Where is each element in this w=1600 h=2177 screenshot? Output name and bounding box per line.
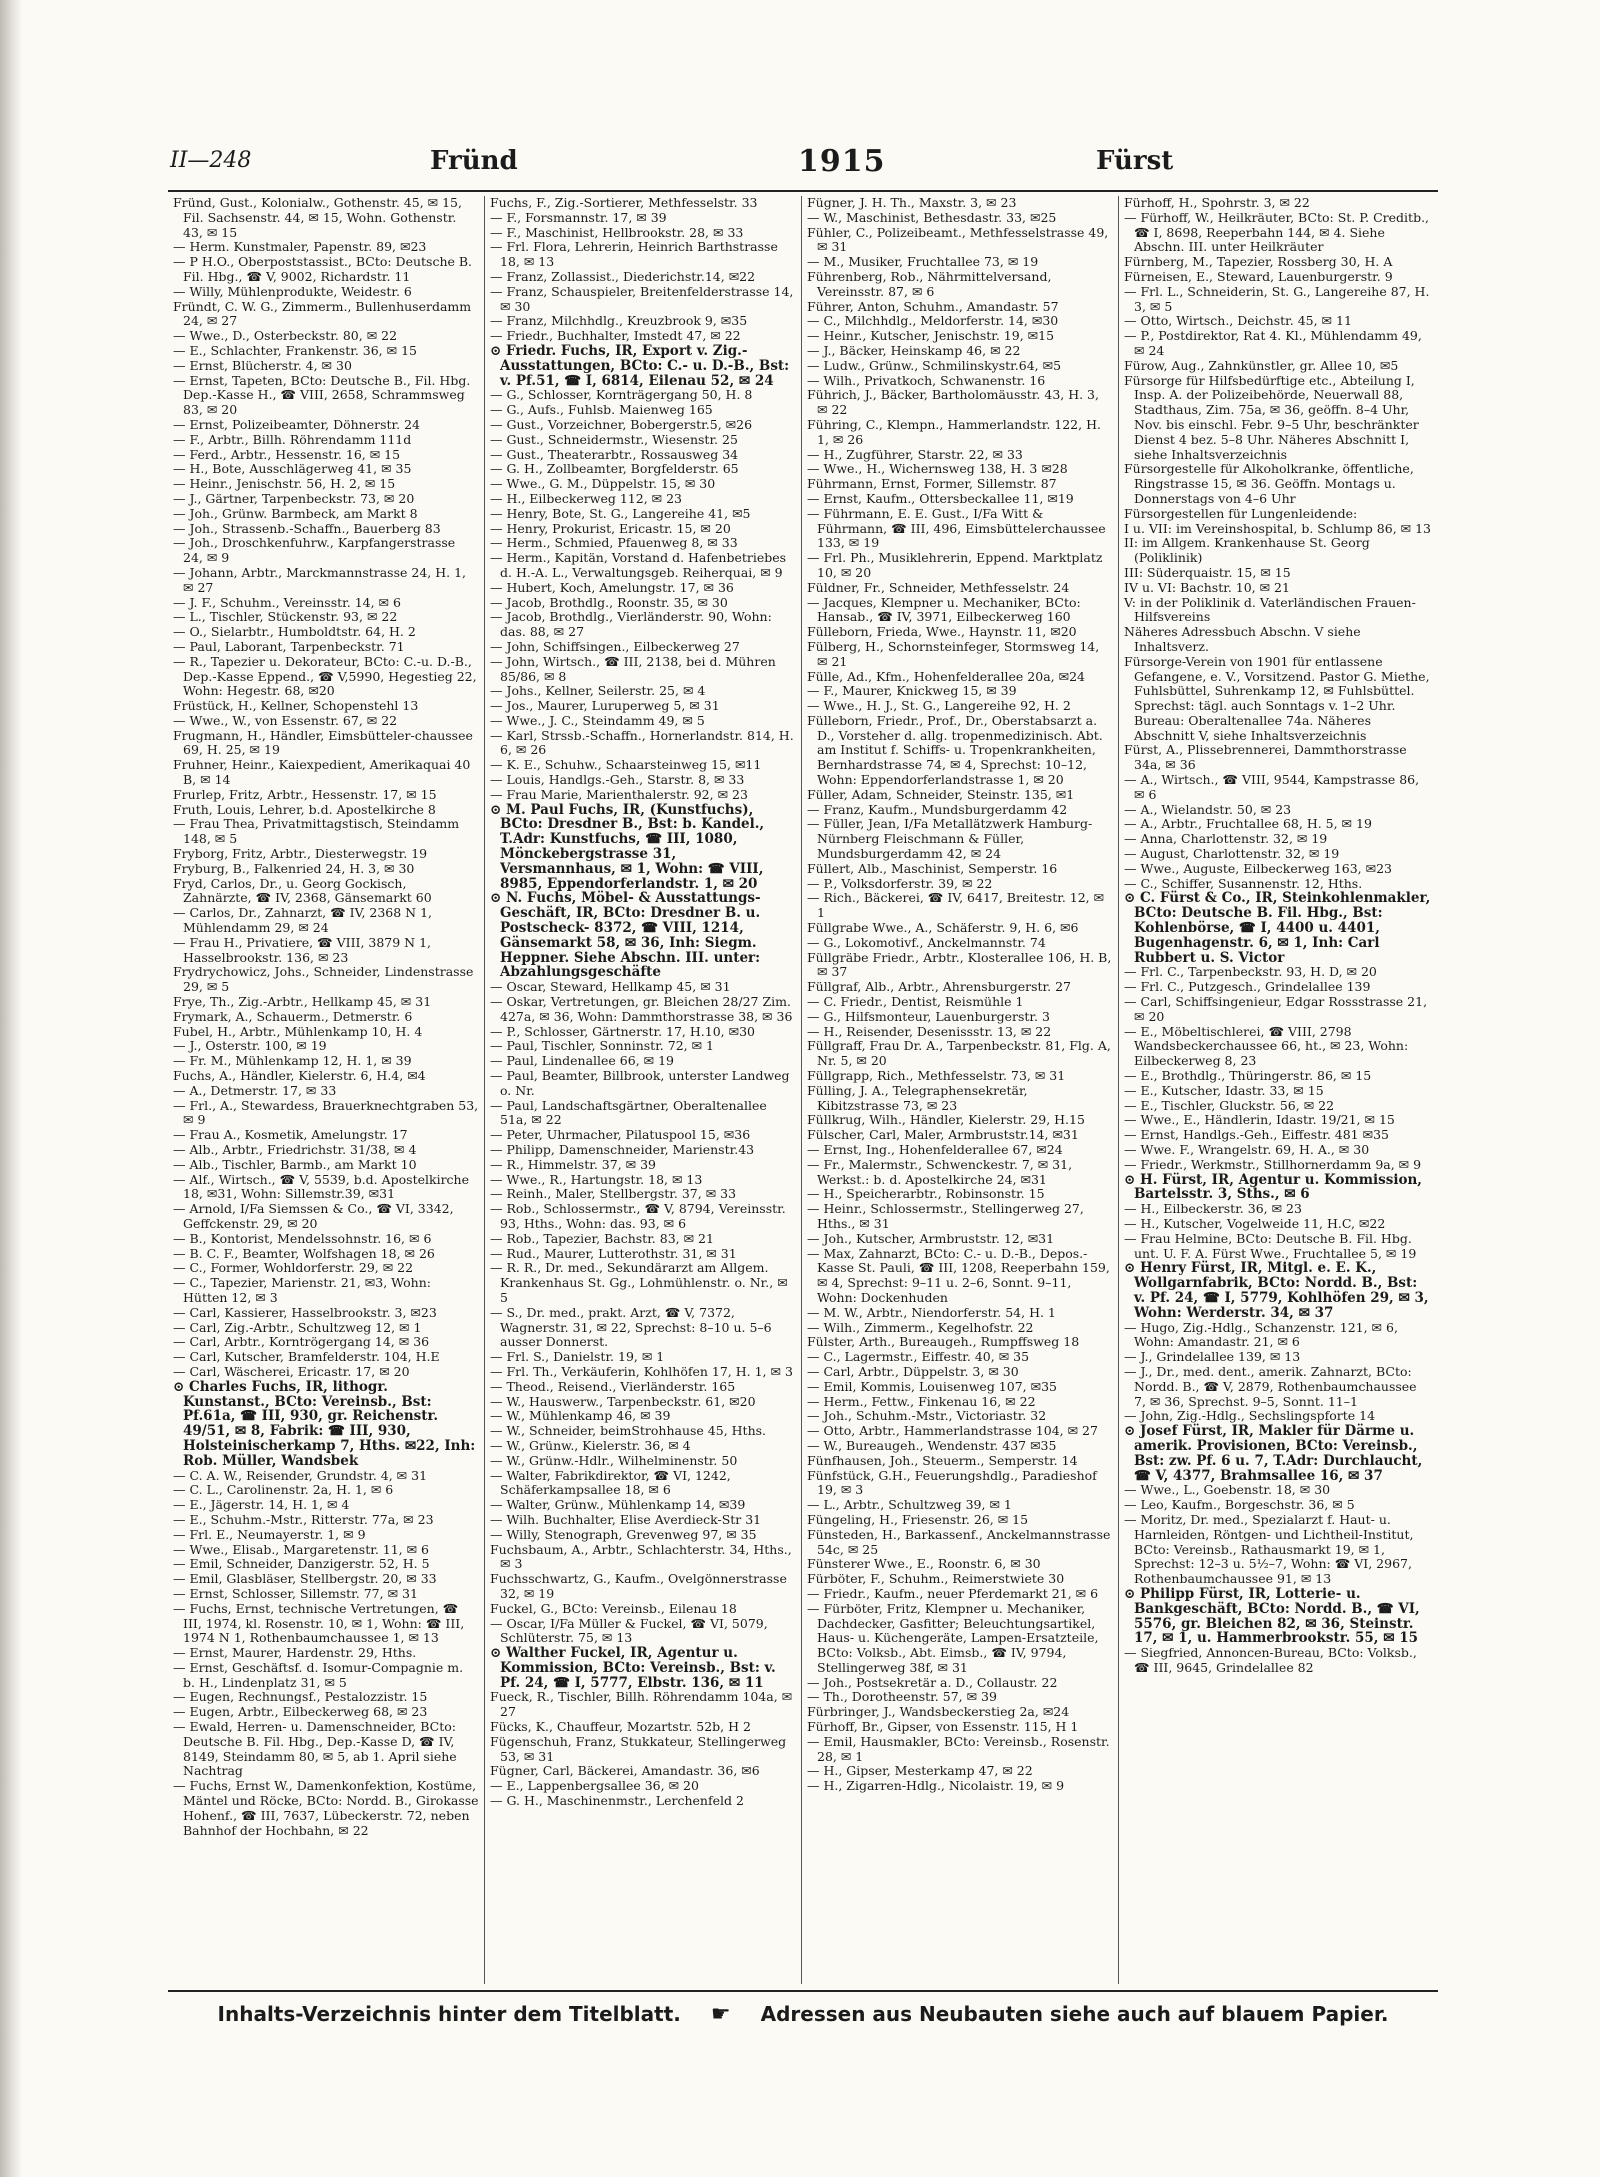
directory-entry: Fürbringer, J., Wandsbeckerstieg 2a, ✉24 bbox=[807, 1704, 1070, 1720]
directory-entry: Füllert, Alb., Maschinist, Semperstr. 16 bbox=[807, 860, 1058, 876]
directory-entry: — Walter, Fabrikdirektor, ☎ VI, 1242, Schäferkampsallee 18, ✉ 6 bbox=[490, 1467, 731, 1498]
directory-entry: — G. H., Maschinenmstr., Lerchenfeld 2 bbox=[490, 1793, 744, 1809]
column-2 bbox=[485, 196, 802, 1984]
directory-entry: — Fr. M., Mühlenkamp 12, H. 1, ✉ 39 bbox=[173, 1053, 412, 1069]
directory-entry: — Paul, Tischler, Sonninstr. 72, ✉ 1 bbox=[490, 1038, 714, 1054]
directory-entry: — Peter, Uhrmacher, Pilatuspool 15, ✉36 bbox=[490, 1127, 751, 1143]
directory-entry: — Franz, Milchhdlg., Kreuzbrook 9, ✉35 bbox=[490, 313, 748, 329]
directory-entry: — Friedr., Werkmstr., Stillhornerdamm 9a, ✉ 9 bbox=[1124, 1156, 1422, 1172]
directory-entry: Fürböter, F., Schuhm., Reimerstwiete 30 bbox=[807, 1571, 1065, 1587]
directory-entry: — O., Sielarbtr., Humboldtstr. 64, H. 2 bbox=[173, 624, 416, 640]
directory-entry: — John, Zig.-Hdlg., Sechslingspforte 14 bbox=[1124, 1408, 1376, 1424]
directory-entry: — Heinr., Schlossermstr., Stellingerweg 27, Hths., ✉ 31 bbox=[807, 1201, 1084, 1231]
directory-entry: — Carl, Arbtr., Korntrögergang 14, ✉ 36 bbox=[173, 1334, 430, 1350]
directory-entry: Fruth, Louis, Lehrer, b.d. Apostelkirche 8 bbox=[173, 801, 436, 817]
directory-entry: — Wwe., H., Wichernsweg 138, H. 3 ✉28 bbox=[807, 461, 1068, 477]
directory-entry: — Carl, Wäscherei, Ericastr. 17, ✉ 20 bbox=[173, 1363, 410, 1379]
directory-entry: Fürhoff, Br., Gipser, von Essenstr. 115, H 1 bbox=[807, 1719, 1079, 1735]
directory-entry: — A., Arbtr., Fruchtallee 68, H. 5, ✉ 19 bbox=[1124, 816, 1372, 832]
directory-entry: — Philipp, Damenschneider, Marienstr.43 bbox=[490, 1142, 755, 1157]
directory-entry: — B., Kontorist, Mendelssohnstr. 16, ✉ 6 bbox=[173, 1230, 432, 1246]
directory-entry: — Henry, Bote, St. G., Langereihe 41, ✉5 bbox=[490, 505, 751, 521]
directory-entry: — Max, Zahnarzt, BCto: C.- u. D.-B., Depos.-Kasse St. Pauli, ☎ III, 1208, Reeperbahn 159, ✉ 4, Sprechst: 9–11 u. 2–6, Sonnt. 9–11, Wohn: Dockenhuden bbox=[807, 1245, 1110, 1305]
directory-entry: — Frl. S., Danielstr. 19, ✉ 1 bbox=[490, 1349, 665, 1365]
directory-entry: Fülster, Arth., Bureaugeh., Rumpffsweg 18 bbox=[807, 1334, 1080, 1350]
directory-entry: ⊙ Henry Fürst, IR, Mitgl. e. E. K., Wollgarnfabrik, BCto: Nordd. B., Bst: v. Pf. 24, ☎ I, 5779, Kohlhöfen 29, ✉ 3, Wohn: Werderstr. 34, ✉ 37 bbox=[1124, 1260, 1429, 1321]
directory-entry: — J., Osterstr. 100, ✉ 19 bbox=[173, 1038, 327, 1054]
directory-entry: — J. F., Schuhm., Vereinsstr. 14, ✉ 6 bbox=[173, 594, 401, 610]
directory-entry: — Ernst, Maurer, Hardenstr. 29, Hths. bbox=[173, 1645, 417, 1661]
directory-entry: — A., Wirtsch., ☎ VIII, 9544, Kampstrasse 86, ✉ 6 bbox=[1124, 772, 1420, 802]
directory-entry: Fuchsbaum, A., Arbtr., Schlachterstr. 34, Hths., ✉ 3 bbox=[490, 1541, 792, 1572]
directory-entry: — Herm., Schmied, Pfauenweg 8, ✉ 33 bbox=[490, 535, 738, 551]
pointing-hand-icon: ☛ bbox=[710, 2001, 731, 2027]
directory-entry: — Alb., Tischler, Barmb., am Markt 10 bbox=[173, 1156, 417, 1172]
directory-entry: — Leo, Kaufm., Borgeschstr. 36, ✉ 5 bbox=[1124, 1497, 1355, 1513]
directory-entry: — Gust., Vorzeichner, Bobergerstr.5, ✉26 bbox=[490, 416, 753, 432]
footer-index-note: Inhalts-Verzeichnis hinter dem Titelblatt. bbox=[217, 2002, 681, 2026]
directory-entry: — Ernst, Tapeten, BCto: Deutsche B., Fil. Hbg. Dep.-Kasse H., ☎ VIII, 2658, Schrammsweg 83, ✉ 20 bbox=[173, 372, 471, 418]
directory-entry: Füldner, Fr., Schneider, Methfesselstr. 24 bbox=[807, 579, 1070, 595]
directory-entry: — John, Wirtsch., ☎ III, 2138, bei d. Mühren 85/86, ✉ 8 bbox=[490, 653, 776, 684]
directory-entry: Fügenschuh, Franz, Stukkateur, Stellingerweg 53, ✉ 31 bbox=[490, 1733, 787, 1764]
directory-entry: Fürsorge-Verein von 1901 für entlassene Gefangene, e. V., Vorsitzend. Pastor G. Miethe, Fuhlsbüttel, Suhrenkamp 12, ✉ Fuhlsbüttel. Sprechst: tägl. auch Sonntags v. 1–2 Uhr. Bureau: Oberaltenallee 74a. Näheres Abschnitt V, siehe Inhaltsverzeichnis bbox=[1124, 653, 1430, 743]
directory-entry: — H., Reisender, Desenissstr. 13, ✉ 22 bbox=[807, 1023, 1052, 1039]
directory-entry: — E., Möbeltischlerei, ☎ VIII, 2798 Wandsbeckerchaussee 66, ht., ✉ 23, Wohn: Eilbeckerweg 8, 23 bbox=[1124, 1023, 1409, 1069]
directory-entry: — Reinh., Maler, Stellbergstr. 37, ✉ 33 bbox=[490, 1186, 737, 1202]
directory-entry: — M. W., Arbtr., Niendorferstr. 54, H. 1 bbox=[807, 1304, 1056, 1320]
directory-entry: Fürsorge für Hilfsbedürftige etc., Abteilung I, Insp. A. der Polizeibehörde, Neuerwall 88, Stadthaus, Zim. 75a, ✉ 36, geöffn. 8–4 Uhr, Nov. bis einschl. Febr. 9–5 Uhr, beschränkter Dienst 4 bez. 5–8 Uhr. Näheres Abschnitt I, siehe Inhaltsverzeichnis bbox=[1124, 372, 1419, 462]
directory-entry: — Oscar, Steward, Hellkamp 45, ✉ 31 bbox=[490, 979, 731, 995]
directory-entry: — Frl. L., Schneiderin, St. G., Langereihe 87, H. 3, ✉ 5 bbox=[1124, 283, 1430, 314]
directory-entry: Fünsterer Wwe., E., Roonstr. 6, ✉ 30 bbox=[807, 1556, 1041, 1572]
directory-entry: — Jos., Maurer, Luruperweg 5, ✉ 31 bbox=[490, 698, 720, 714]
directory-entry: — Wwe., W., von Essenstr. 67, ✉ 22 bbox=[173, 712, 398, 728]
directory-entry: — Ferd., Arbtr., Hessenstr. 16, ✉ 15 bbox=[173, 446, 401, 462]
directory-entry: Fünfstück, G.H., Feuerungshdlg., Paradieshof 19, ✉ 3 bbox=[807, 1467, 1097, 1498]
directory-entry: — Willy, Mühlenprodukte, Weidestr. 6 bbox=[173, 283, 412, 299]
directory-entry: — Carl, Schiffsingenieur, Edgar Rossstrasse 21, ✉ 20 bbox=[1124, 994, 1428, 1024]
directory-entry: — A., Detmerstr. 17, ✉ 33 bbox=[173, 1082, 337, 1098]
directory-entry: — Ernst, Polizeibeamter, Döhnerstr. 24 bbox=[173, 416, 421, 432]
directory-entry: — L., Arbtr., Schultzweg 39, ✉ 1 bbox=[807, 1497, 1012, 1513]
directory-entry: — E., Kutscher, Idastr. 33, ✉ 15 bbox=[1124, 1082, 1324, 1098]
directory-entry: — Fürböter, Fritz, Klempner u. Mechaniker, Dachdecker, Gasfitter; Beleuchtungsartikel, Haus- u. Küchengeräte, Lampen-Ersatzteile, BCto: Volksb., Abt. Eimsb., ☎ IV, 9794, Stellingerweg 38f, ✉ 31 bbox=[807, 1600, 1099, 1675]
directory-entry: Fuchs, A., Händler, Kielerstr. 6, H.4, ✉4 bbox=[173, 1068, 426, 1084]
directory-entry: — Rud., Maurer, Lutterothstr. 31, ✉ 31 bbox=[490, 1245, 737, 1261]
directory-entry: — John, Schiffsingen., Eilbeckerweg 27 bbox=[490, 638, 740, 654]
directory-entry: — Alb., Arbtr., Friedrichstr. 31/38, ✉ 4 bbox=[173, 1142, 417, 1157]
directory-entry: — W., Bureaugeh., Wendenstr. 437 ✉35 bbox=[807, 1437, 1057, 1453]
directory-entry: — H., Zigarren-Hdlg., Nicolaistr. 19, ✉ 9 bbox=[807, 1778, 1065, 1794]
directory-entry: — Alf., Wirtsch., ☎ V, 5539, b.d. Apostelkirche 18, ✉31, Wohn: Sillemstr.39, ✉31 bbox=[173, 1171, 470, 1202]
directory-entry: — Rich., Bäckerei, ☎ IV, 6417, Breitestr. 12, ✉ 1 bbox=[807, 890, 1105, 921]
directory-entry: — F., Forsmannstr. 17, ✉ 39 bbox=[490, 209, 667, 225]
directory-entry: — H., Gipser, Mesterkamp 47, ✉ 22 bbox=[807, 1763, 1033, 1779]
directory-entry: — Karl, Strssb.-Schaffn., Hornerlandstr. 814, H. 6, ✉ 26 bbox=[490, 727, 794, 758]
directory-entry: Fülberg, H., Schornsteinfeger, Stormsweg 14, ✉ 21 bbox=[807, 638, 1100, 669]
directory-entry: Fubel, H., Arbtr., Mühlenkamp 10, H. 4 bbox=[173, 1023, 423, 1039]
directory-entry: — Füller, Jean, I/Fa Metallätzwerk Hamburg-Nürnberg Fleischmann & Füller, Mundsburgerdamm 42, ✉ 24 bbox=[807, 816, 1093, 862]
directory-entry: — Jacques, Klempner u. Mechaniker, BCto: Hansab., ☎ IV, 3971, Eilbeckerweg 160 bbox=[807, 594, 1081, 625]
directory-entry: — Wwe. F., Wrangelstr. 69, H. A., ✉ 30 bbox=[1124, 1142, 1370, 1157]
directory-entry: — Willy, Stenograph, Grevenweg 97, ✉ 35 bbox=[490, 1526, 757, 1542]
directory-entry: ⊙ M. Paul Fuchs, IR, (Kunstfuchs), BCto: Dresdner B., Bst: b. Kandel., T.Adr: Kunstfuchs, ☎ III, 1080, Mönckebergstrasse 31, Versmannhaus, ✉ 1, Wohn: ☎ VIII, 8985, Eppendorferlandstr. 1, ✉ 20 bbox=[490, 801, 765, 892]
directory-entry: — E., Schlachter, Frankenstr. 36, ✉ 15 bbox=[173, 342, 417, 358]
directory-entry: — Franz, Schauspieler, Breitenfelderstrasse 14, ✉ 30 bbox=[490, 283, 794, 314]
directory-entry: Füllgraff, Frau Dr. A., Tarpenbeckstr. 81, Flg. A, Nr. 5, ✉ 20 bbox=[807, 1038, 1111, 1069]
directory-entry: — Friedr., Buchhalter, Imstedt 47, ✉ 22 bbox=[490, 328, 741, 344]
directory-entry: ⊙ Philipp Fürst, IR, Lotterie- u. Bankgeschäft, BCto: Nordd. B., ☎ VI, 5576, gr. Bleichen 82, ✉ 36, Steinstr. 17, ✉ 1, u. Hammerbrookstr. 55, ✉ 15 bbox=[1124, 1585, 1420, 1647]
directory-entry: — Th., Dorotheenstr. 57, ✉ 39 bbox=[807, 1689, 997, 1705]
directory-entry: — R., Himmelstr. 37, ✉ 39 bbox=[490, 1156, 656, 1172]
directory-entry: — Frau Thea, Privatmittagstisch, Steindamm 148, ✉ 5 bbox=[173, 816, 460, 847]
directory-entry: Fülleborn, Frieda, Wwe., Haynstr. 11, ✉20 bbox=[807, 624, 1077, 640]
directory-entry: — Ewald, Herren- u. Damenschneider, BCto: Deutsche B. Fil. Hbg., Dep.-Kasse D, ☎ IV, 8149, Steindamm 80, ✉ 5, ab 1. April siehe Nachtrag bbox=[173, 1719, 457, 1779]
directory-entry: — H., Speicherarbtr., Robinsonstr. 15 bbox=[807, 1186, 1045, 1202]
directory-entry: — Carl, Kutscher, Bramfelderstr. 104, H.E bbox=[173, 1349, 440, 1365]
directory-entry: — Louis, Handlgs.-Geh., Starstr. 8, ✉ 33 bbox=[490, 772, 745, 788]
directory-entry: — A., Wielandstr. 50, ✉ 23 bbox=[1124, 801, 1292, 817]
directory-entry: — Gust., Theaterarbtr., Rossausweg 34 bbox=[490, 446, 739, 462]
directory-entry: Fryd, Carlos, Dr., u. Georg Gockisch, Zahnärzte, ☎ IV, 2368, Gänsemarkt 60 bbox=[173, 875, 432, 906]
directory-entry: Fürneisen, E., Steward, Lauenburgerstr. 9 bbox=[1124, 268, 1393, 284]
directory-entry: Fülleborn, Friedr., Prof., Dr., Oberstabsarzt a. D., Vorsteher d. allg. tropenmedizinisch. Abt. am Institut f. Schiffs- u. Tropenkrankheiten, Bernhardstrasse 74, ✉ 4, Sprechst: 10–12, Wohn: Eppendorferlandstrasse 1, ✉ 20 bbox=[807, 712, 1103, 788]
directory-entry: — J., Gärtner, Tarpenbeckstr. 73, ✉ 20 bbox=[173, 490, 415, 506]
directory-entry: — Wwe., D., Osterbeckstr. 80, ✉ 22 bbox=[173, 328, 398, 344]
directory-entry: — H., Bote, Ausschlägerweg 41, ✉ 35 bbox=[173, 461, 412, 477]
directory-entry: — W., Grünw., Kielerstr. 36, ✉ 4 bbox=[490, 1437, 691, 1453]
directory-entry: — Moritz, Dr. med., Spezialarzt f. Haut- u. Harnleiden, Röntgen- und Lichtheil-Institut, BCto: Vereinsb., Rathausmarkt 19, ✉ 1, Sprechst: 12–3 u. 5½–7, Wohn: ☎ VI, 2967, Rothenbaumchaussee 91, ✉ 13 bbox=[1124, 1511, 1414, 1587]
page-header bbox=[168, 140, 1438, 192]
directory-entry: — Oskar, Vertretungen, gr. Bleichen 28/27 Zim. 427a, ✉ 36, Wohn: Dammthorstrasse 38, ✉ 36 bbox=[490, 994, 793, 1024]
directory-entry: — Paul, Beamter, Billbrook, unterster Landweg o. Nr. bbox=[490, 1068, 790, 1098]
directory-entry: — G., Aufs., Fuhlsb. Maienweg 165 bbox=[490, 402, 713, 418]
directory-entry: Füllkrug, Wilh., Händler, Kielerstr. 29, H.15 bbox=[807, 1112, 1085, 1128]
directory-entry: — Fr., Malermstr., Schwenckestr. 7, ✉ 31, Werkst.: b. d. Apostelkirche 24, ✉31 bbox=[807, 1156, 1073, 1187]
directory-entry: — H., Kutscher, Vogelweide 11, H.C, ✉22 bbox=[1124, 1215, 1386, 1231]
directory-entry: — C., Former, Wohldorferstr. 29, ✉ 22 bbox=[173, 1260, 414, 1276]
directory-entry: — Franz, Kaufm., Mundsburgerdamm 42 bbox=[807, 801, 1068, 817]
directory-entry: — R. R., Dr. med., Sekundärarzt am Allgem. Krankenhaus St. Gg., Lohmühlenstr. o. Nr., ✉ 5 bbox=[490, 1260, 788, 1305]
directory-entry: Fuchs, F., Zig.-Sortierer, Methfesselstr. 33 bbox=[490, 196, 758, 210]
directory-entry: — Jacob, Brothdlg., Vierländerstr. 90, Wohn: das. 88, ✉ 27 bbox=[490, 609, 772, 640]
directory-entry: — Herm., Fettw., Finkenau 16, ✉ 22 bbox=[807, 1393, 1036, 1409]
directory-entry: Füllgrapp, Rich., Methfesselstr. 73, ✉ 31 bbox=[807, 1068, 1066, 1084]
directory-entry: Fülle, Ad., Kfm., Hohenfelderallee 20a, ✉24 bbox=[807, 668, 1085, 684]
directory-entry: Führich, J., Bäcker, Bartholomäusstr. 43, H. 3, ✉ 22 bbox=[807, 387, 1099, 418]
directory-entry: — J., Bäcker, Heinskamp 46, ✉ 22 bbox=[807, 342, 1021, 358]
directory-entry: Fründ, Gust., Kolonialw., Gothenstr. 45, ✉ 15, Fil. Sachsenstr. 44, ✉ 15, Wohn. Gothenstr. 43, ✉ 15 bbox=[173, 196, 462, 240]
directory-entry: Fryburg, B., Falkenried 24, H. 3, ✉ 30 bbox=[173, 860, 415, 876]
directory-entry: — Friedr., Kaufm., neuer Pferdemarkt 21, ✉ 6 bbox=[807, 1585, 1099, 1601]
directory-entry: — Ernst, Handlgs.-Geh., Eiffestr. 481 ✉35 bbox=[1124, 1127, 1389, 1143]
directory-entry: Füller, Adam, Schneider, Steinstr. 135, ✉1 bbox=[807, 786, 1075, 802]
directory-entry: — Ernst, Schlosser, Sillemstr. 77, ✉ 31 bbox=[173, 1585, 418, 1601]
directory-entry: Fürhoff, H., Spohrstr. 3, ✉ 22 bbox=[1124, 196, 1310, 210]
directory-entry: — Ludw., Grünw., Schmilinskystr.64, ✉5 bbox=[807, 357, 1062, 373]
directory-entry: — E., Tischler, Gluckstr. 56, ✉ 22 bbox=[1124, 1097, 1335, 1113]
directory-entry: — S., Dr. med., prakt. Arzt, ☎ V, 7372, Wagnerstr. 31, ✉ 22, Sprechst: 8–10 u. 5–6 ausser Donnerst. bbox=[490, 1304, 772, 1350]
directory-entry: — Frl. C., Putzgesch., Grindelallee 139 bbox=[1124, 979, 1371, 995]
directory-entry: — Carl, Arbtr., Düppelstr. 3, ✉ 30 bbox=[807, 1363, 1019, 1379]
directory-entry: — Johann, Arbtr., Marckmannstrasse 24, H. 1, ✉ 27 bbox=[173, 564, 467, 595]
directory-entry: — E., Lappenbergsallee 36, ✉ 20 bbox=[490, 1778, 699, 1794]
directory-entry: I u. VII: im Vereinshospital, b. Schlump 86, ✉ 13 bbox=[1124, 520, 1431, 536]
directory-entry: — G., Schlosser, Kornträgergang 50, H. 8 bbox=[490, 387, 753, 403]
directory-entry: Frurlep, Fritz, Arbtr., Hessenstr. 17, ✉ 15 bbox=[173, 786, 437, 802]
directory-entry: — Joh., Kutscher, Armbruststr. 12, ✉31 bbox=[807, 1230, 1055, 1246]
directory-entry: — B. C. F., Beamter, Wolfshagen 18, ✉ 26 bbox=[173, 1245, 435, 1261]
directory-entry: — Emil, Hausmakler, BCto: Vereinsb., Rosenstr. 28, ✉ 1 bbox=[807, 1733, 1110, 1764]
directory-entry: Fülling, J. A., Telegraphensekretär, Kibitzstrasse 73, ✉ 23 bbox=[807, 1082, 1028, 1113]
directory-entry: — Frl., A., Stewardess, Brauerknechtgraben 53, ✉ 9 bbox=[173, 1097, 479, 1128]
directory-entry: — Emil, Kommis, Louisenweg 107, ✉35 bbox=[807, 1378, 1057, 1394]
directory-entry: Fürsorgestellen für Lungenleidende: bbox=[1124, 505, 1358, 521]
directory-entry: Frye, Th., Zig.-Arbtr., Hellkamp 45, ✉ 31 bbox=[173, 994, 432, 1010]
directory-entry: — F., Maschinist, Hellbrookstr. 28, ✉ 33 bbox=[490, 224, 744, 240]
directory-entry: — E., Jägerstr. 14, H. 1, ✉ 4 bbox=[173, 1497, 350, 1513]
directory-entry: — Carlos, Dr., Zahnarzt, ☎ IV, 2368 N 1, Mühlendamm 29, ✉ 24 bbox=[173, 905, 433, 936]
directory-entry: — Arnold, I/Fa Siemssen & Co., ☎ VI, 3342, Geffckenstr. 29, ✉ 20 bbox=[173, 1201, 454, 1231]
directory-entry: — C. Friedr., Dentist, Reismühle 1 bbox=[807, 994, 1024, 1010]
directory-entry: — Wwe., J. C., Steindamm 49, ✉ 5 bbox=[490, 712, 705, 728]
page-number: II—248 bbox=[170, 148, 252, 173]
directory-entry: — P., Volksdorferstr. 39, ✉ 22 bbox=[807, 875, 993, 891]
directory-entry: — Ernst, Kaufm., Ottersbeckallee 11, ✉19 bbox=[807, 490, 1074, 506]
directory-entry: — Henry, Prokurist, Ericastr. 15, ✉ 20 bbox=[490, 520, 731, 536]
directory-entry: — R., Tapezier u. Dekorateur, BCto: C.-u. D.-B., Dep.-Kasse Eppend., ☎ V,5990, Hegestieg 22, Wohn: Hegestr. 68, ✉20 bbox=[173, 653, 477, 699]
directory-entry: — Hugo, Zig.-Hdlg., Schanzenstr. 121, ✉ 6, Wohn: Amandastr. 21, ✉ 6 bbox=[1124, 1319, 1398, 1350]
directory-entry: Führing, C., Klempn., Hammerlandstr. 122, H. 1, ✉ 26 bbox=[807, 416, 1101, 447]
directory-entry: Füngeling, H., Friesenstr. 26, ✉ 15 bbox=[807, 1511, 1029, 1527]
directory-entry: — Heinr., Jenischstr. 56, H. 2, ✉ 15 bbox=[173, 476, 396, 492]
page-binding-edge bbox=[0, 0, 22, 2177]
directory-entry: — Carl, Kassierer, Hasselbrookstr. 3, ✉23 bbox=[173, 1304, 437, 1320]
directory-entry: — Gust., Schneidermstr., Wiesenstr. 25 bbox=[490, 431, 738, 447]
directory-entry: — Joh., Schuhm.-Mstr., Victoriastr. 32 bbox=[807, 1408, 1047, 1424]
directory-entry: — Herm. Kunstmaler, Papenstr. 89, ✉23 bbox=[173, 239, 427, 255]
directory-entry: — Eugen, Rechnungsf., Pestalozzistr. 15 bbox=[173, 1689, 428, 1705]
directory-entry: — Paul, Laborant, Tarpenbeckstr. 71 bbox=[173, 638, 405, 654]
directory-entry: — Hubert, Koch, Amelungstr. 17, ✉ 36 bbox=[490, 579, 734, 595]
directory-entry: — Ernst, Blücherstr. 4, ✉ 30 bbox=[173, 357, 352, 373]
directory-entry: — Rob., Tapezier, Bachstr. 83, ✉ 21 bbox=[490, 1230, 714, 1246]
directory-entry: Füllgraf, Alb., Arbtr., Ahrensburgerstr. 27 bbox=[807, 979, 1071, 995]
directory-entry: — W., Hauswerw., Tarpenbeckstr. 61, ✉20 bbox=[490, 1393, 756, 1409]
directory-entry: — Paul, Lindenallee 66, ✉ 19 bbox=[490, 1053, 674, 1069]
directory-entry: — Herm., Kapitän, Vorstand d. Hafenbetriebes d. H.-A. L., Verwaltungsgeb. Reiherquai, ✉ 9 bbox=[490, 550, 787, 580]
directory-entry: — J., Grindelallee 139, ✉ 13 bbox=[1124, 1349, 1301, 1365]
directory-entry: — Frau A., Kosmetik, Amelungstr. 17 bbox=[173, 1127, 408, 1143]
directory-entry: — Eugen, Arbtr., Eilbeckerweg 68, ✉ 23 bbox=[173, 1704, 428, 1720]
directory-entry: — H., Eilbeckerweg 112, ✉ 23 bbox=[490, 490, 682, 506]
directory-entry: — C., Milchhdlg., Meldorferstr. 14, ✉30 bbox=[807, 313, 1059, 329]
directory-entry: — Joh., Strassenb.-Schaffn., Bauerberg 83 bbox=[173, 520, 441, 536]
directory-entry: — Frau Marie, Marienthalerstr. 92, ✉ 23 bbox=[490, 786, 748, 802]
directory-entry: ⊙ C. Fürst & Co., IR, Steinkohlenmakler, BCto: Deutsche B. Fil. Hbg., Bst: Kohlenbörse, ☎ I, 4400 u. 4401, Bugenhagenstr. 6, ✉ 1, Inh: Carl Rubbert u. S. Victor bbox=[1124, 890, 1431, 966]
directory-entry: — Ernst, Geschäftsf. d. Isomur-Compagnie m. b. H., Lindenplatz 31, ✉ 5 bbox=[173, 1659, 464, 1690]
directory-entry: — Frau H., Privatiere, ☎ VIII, 3879 N 1, Hasselbrookstr. 136, ✉ 23 bbox=[173, 934, 432, 965]
directory-entry: — Joh., Grünw. Barmbeck, am Markt 8 bbox=[173, 505, 418, 521]
directory-entry: — L., Tischler, Stückenstr. 93, ✉ 22 bbox=[173, 609, 398, 625]
directory-entry: — Frl. Ph., Musiklehrerin, Eppend. Marktplatz 10, ✉ 20 bbox=[807, 550, 1103, 580]
directory-entry: — Wilh., Zimmerm., Kegelhofstr. 22 bbox=[807, 1319, 1034, 1335]
directory-entry: — Franz, Zollassist., Diederichstr.14, ✉22 bbox=[490, 268, 756, 284]
directory-entry: ⊙ N. Fuchs, Möbel- & Ausstattungs-Geschäft, IR, BCto: Dresdner B. u. Postscheck- 8372, ☎ VIII, 1214, Gänsemarkt 58, ✉ 36, Inh: Siegm. Heppner. Siehe Abschn. III. unter: Abzahlungsgeschäfte bbox=[490, 890, 761, 981]
directory-entry: Fülscher, Carl, Maler, Armbruststr.14, ✉31 bbox=[807, 1127, 1079, 1143]
directory-entry: — G. H., Zollbeamter, Borgfelderstr. 65 bbox=[490, 461, 739, 477]
directory-entry: V: in der Poliklinik d. Vaterländischen Frauen-Hilfsvereins bbox=[1124, 594, 1416, 625]
directory-entry: Führer, Anton, Schuhm., Amandastr. 57 bbox=[807, 298, 1059, 314]
directory-entry: Frydrychowicz, Johs., Schneider, Lindenstrasse 29, ✉ 5 bbox=[173, 964, 474, 995]
directory-entry: Fürst, A., Plissebrennerei, Dammthorstrasse 34a, ✉ 36 bbox=[1124, 742, 1407, 773]
footer-new-buildings-note: Adressen aus Neubauten siehe auch auf blauem Papier. bbox=[760, 2002, 1389, 2026]
directory-entry: Fründt, C. W. G., Zimmerm., Bullenhuserdamm 24, ✉ 27 bbox=[173, 298, 472, 329]
directory-entry: — August, Charlottenstr. 32, ✉ 19 bbox=[1124, 846, 1340, 862]
directory-entry: — Wwe., Elisab., Margaretenstr. 11, ✉ 6 bbox=[173, 1541, 430, 1557]
directory-entry: — Wilh., Privatkoch, Schwanenstr. 16 bbox=[807, 372, 1046, 388]
directory-entry: — E., Schuhm.-Mstr., Ritterstr. 77a, ✉ 23 bbox=[173, 1511, 434, 1527]
directory-entry: — H., Eilbeckerstr. 36, ✉ 23 bbox=[1124, 1201, 1302, 1217]
directory-entry: — P., Postdirektor, Rat 4. Kl., Mühlendamm 49, ✉ 24 bbox=[1124, 328, 1422, 358]
directory-entry: — W., Maschinist, Bethesdastr. 33, ✉25 bbox=[807, 209, 1057, 225]
directory-entry: Fühler, C., Polizeibeamt., Methfesselstrasse 49, ✉ 31 bbox=[807, 224, 1109, 255]
directory-entry: — Anna, Charlottenstr. 32, ✉ 19 bbox=[1124, 831, 1328, 847]
directory-page bbox=[168, 140, 1438, 2070]
directory-entry: Fügner, Carl, Bäckerei, Amandastr. 36, ✉6 bbox=[490, 1763, 760, 1779]
directory-entry: — C. L., Carolinenstr. 2a, H. 1, ✉ 6 bbox=[173, 1482, 394, 1498]
directory-entry: Führmann, Ernst, Former, Sillemstr. 87 bbox=[807, 476, 1057, 492]
directory-entry: — P., Schlosser, Gärtnerstr. 17, H.10, ✉30 bbox=[490, 1023, 755, 1039]
directory-entry: — H., Zugführer, Starstr. 22, ✉ 33 bbox=[807, 446, 1023, 462]
directory-entry: — Frl. E., Neumayerstr. 1, ✉ 9 bbox=[173, 1526, 366, 1542]
edition-year: 1915 bbox=[798, 144, 886, 179]
directory-entry: — Führmann, E. E. Gust., I/Fa Witt & Führmann, ☎ III, 496, Eimsbüttelerchaussee 133, ✉ 19 bbox=[807, 505, 1106, 551]
directory-entry: — Wwe., G. M., Düppelstr. 15, ✉ 30 bbox=[490, 476, 716, 492]
directory-entry: — K. E., Schuhw., Schaarsteinweg 15, ✉11 bbox=[490, 757, 762, 773]
directory-entry: — Emil, Schneider, Danzigerstr. 52, H. 5 bbox=[173, 1556, 430, 1572]
directory-entry: — J., Dr., med. dent., amerik. Zahnarzt, BCto: Nordd. B., ☎ V, 2879, Rothenbaumchaussee 7, ✉ 36, Sprechst. 9–5, Sonnt. 11–1 bbox=[1124, 1363, 1417, 1409]
directory-entry: — Wilh. Buchhalter, Elise Averdieck-Str 31 bbox=[490, 1511, 762, 1527]
directory-entry: — Wwe., Auguste, Eilbeckerweg 163, ✉23 bbox=[1124, 860, 1392, 876]
directory-entry: Fürnberg, M., Tapezier, Rossberg 30, H. A bbox=[1124, 254, 1393, 270]
directory-entry: — P H.O., Oberpoststassist., BCto: Deutsche B. Fil. Hbg., ☎ V, 9002, Richardstr. 11 bbox=[173, 254, 473, 284]
directory-entry: — Wwe., H. J., St. G., Langereihe 92, H. 2 bbox=[807, 698, 1071, 714]
directory-entry: ⊙ Friedr. Fuchs, IR, Export v. Zig.-Ausstattungen, BCto: C.- u. D.-B., Bst: v. Pf.51, ☎ I, 6814, Eilenau 52, ✉ 24 bbox=[490, 342, 790, 389]
directory-entry: — Frl. C., Tarpenbeckstr. 93, H. D, ✉ 20 bbox=[1124, 964, 1377, 980]
directory-entry: ⊙ Josef Fürst, IR, Makler für Därme u. amerik. Provisionen, BCto: Vereinsb., Bst: zw. Pf. 6 u. 7, T.Adr: Durchlaucht, ☎ V, 4377, Brahmsallee 16, ✉ 37 bbox=[1124, 1423, 1423, 1484]
entry-columns bbox=[168, 196, 1438, 1984]
directory-entry: — Oscar, I/Fa Müller & Fuckel, ☎ VI, 5079, Schlüterstr. 75, ✉ 13 bbox=[490, 1615, 768, 1646]
directory-entry: — Walter, Grünw., Mühlenkamp 14, ✉39 bbox=[490, 1497, 746, 1513]
directory-entry: — Fuchs, Ernst W., Damenkonfektion, Kostüme, Mäntel und Röcke, BCto: Nordd. B., Girokasse Hohenf., ☎ III, 7637, Lübeckerstr. 72, neben Bahnhof der Hochbahn, ✉ 22 bbox=[173, 1778, 479, 1838]
directory-entry: — E., Brothdlg., Thüringerstr. 86, ✉ 15 bbox=[1124, 1068, 1372, 1084]
directory-entry: — W., Mühlenkamp 46, ✉ 39 bbox=[490, 1408, 671, 1424]
directory-entry: Fuckel, G., BCto: Vereinsb., Eilenau 18 bbox=[490, 1600, 737, 1616]
directory-entry: — C. A. W., Reisender, Grundstr. 4, ✉ 31 bbox=[173, 1467, 428, 1483]
directory-entry: — Frl. Flora, Lehrerin, Heinrich Barthstrasse 18, ✉ 13 bbox=[490, 239, 778, 270]
directory-entry: Füllgräbe Friedr., Arbtr., Klosterallee 106, H. B, ✉ 37 bbox=[807, 949, 1112, 980]
column-3 bbox=[802, 196, 1119, 1984]
directory-entry: III: Süderquaistr. 15, ✉ 15 bbox=[1124, 564, 1291, 580]
directory-entry: — Paul, Landschaftsgärtner, Oberaltenallee 51a, ✉ 22 bbox=[490, 1097, 767, 1128]
directory-entry: Füllgrabe Wwe., A., Schäferstr. 9, H. 6, ✉6 bbox=[807, 920, 1079, 936]
directory-entry: — Wwe., L., Goebenstr. 18, ✉ 30 bbox=[1124, 1482, 1331, 1498]
directory-entry: — C., Lagermstr., Eiffestr. 40, ✉ 35 bbox=[807, 1349, 1030, 1365]
directory-entry: Fruhner, Heinr., Kaiexpedient, Amerikaquai 40 B, ✉ 14 bbox=[173, 757, 471, 788]
directory-entry: — Emil, Glasbläser, Stellbergstr. 20, ✉ 33 bbox=[173, 1571, 437, 1587]
directory-entry: — Siegfried, Annoncen-Bureau, BCto: Volksb., ☎ III, 9645, Grindelallee 82 bbox=[1124, 1645, 1417, 1675]
directory-entry: — G., Lokomotivf., Anckelmannstr. 74 bbox=[807, 934, 1046, 950]
directory-entry: Näheres Adressbuch Abschn. V siehe Inhaltsverz. bbox=[1124, 624, 1361, 654]
directory-entry: — Fuchs, Ernst, technische Vertretungen, ☎ III, 1974, kl. Rosenstr. 10, ✉ 1, Wohn: ☎ III, 1974 N 1, Rothenbaumchaussee 1, ✉ 13 bbox=[173, 1600, 465, 1646]
directory-entry: — F., Maurer, Knickweg 15, ✉ 39 bbox=[807, 683, 1017, 699]
directory-entry: — Otto, Wirtsch., Deichstr. 45, ✉ 11 bbox=[1124, 313, 1352, 329]
directory-entry: Fuchsschwartz, G., Kaufm., Ovelgönnerstrasse 32, ✉ 19 bbox=[490, 1571, 787, 1601]
directory-entry: Fryborg, Fritz, Arbtr., Diesterwegstr. 19 bbox=[173, 846, 428, 862]
directory-entry: — Fürhoff, W., Heilkräuter, BCto: St. P. Creditb., ☎ I, 8698, Reeperbahn 144, ✉ 4. Siehe Abschn. III. unter Heilkräuter bbox=[1124, 209, 1430, 255]
directory-entry: IV u. VI: Bachstr. 10, ✉ 21 bbox=[1124, 579, 1290, 595]
directory-entry: ⊙ Walther Fuckel, IR, Agentur u. Kommission, BCto: Vereinsb., Bst: v. Pf. 24, ☎ I, 5777, Elbstr. 136, ✉ 11 bbox=[490, 1645, 776, 1691]
directory-entry: — M., Musiker, Fruchtallee 73, ✉ 19 bbox=[807, 254, 1039, 270]
directory-entry: Frymark, A., Schauerm., Detmerstr. 6 bbox=[173, 1008, 413, 1024]
directory-entry: II: im Allgem. Krankenhause St. Georg (Poliklinik) bbox=[1124, 535, 1370, 566]
directory-entry: — Frl. Th., Verkäuferin, Kohlhöfen 17, H. 1, ✉ 3 bbox=[490, 1363, 793, 1379]
directory-entry: Fücks, K., Chauffeur, Mozartstr. 52b, H 2 bbox=[490, 1719, 751, 1735]
directory-entry: — Theod., Reisend., Vierländerstr. 165 bbox=[490, 1378, 736, 1394]
directory-entry: Früstück, H., Kellner, Schopenstehl 13 bbox=[173, 698, 419, 714]
directory-entry: — Ernst, Ing., Hohenfelderallee 67, ✉24 bbox=[807, 1142, 1063, 1157]
directory-entry: Fünsteden, H., Barkassenf., Anckelmannstrasse 54c, ✉ 25 bbox=[807, 1526, 1111, 1557]
directory-entry: Fueck, R., Tischler, Billh. Röhrendamm 104a, ✉ 27 bbox=[490, 1689, 793, 1720]
directory-entry: — C., Tapezier, Marienstr. 21, ✉3, Wohn: Hütten 12, ✉ 3 bbox=[173, 1275, 431, 1305]
directory-entry: — Jacob, Brothdlg., Roonstr. 35, ✉ 30 bbox=[490, 594, 728, 610]
column-4 bbox=[1119, 196, 1436, 1984]
directory-entry: Frugmann, H., Händler, Eimsbütteler-chaussee 69, H. 25, ✉ 19 bbox=[173, 727, 473, 758]
directory-entry: — Wwe., E., Händlerin, Idastr. 19/21, ✉ 15 bbox=[1124, 1112, 1395, 1128]
first-entry-name: Fründ bbox=[430, 146, 518, 176]
directory-entry: — Joh., Droschkenfuhrw., Karpfangerstrasse 24, ✉ 9 bbox=[173, 535, 456, 566]
directory-entry: — Wwe., R., Hartungstr. 18, ✉ 13 bbox=[490, 1171, 703, 1187]
directory-entry: — W., Grünw.-Hdlr., Wilhelminenstr. 50 bbox=[490, 1452, 738, 1468]
last-entry-name: Fürst bbox=[1096, 146, 1174, 176]
directory-entry: — Johs., Kellner, Seilerstr. 25, ✉ 4 bbox=[490, 683, 706, 699]
directory-entry: Fügner, J. H. Th., Maxstr. 3, ✉ 23 bbox=[807, 196, 1017, 210]
directory-entry: ⊙ H. Fürst, IR, Agentur u. Kommission, Bartelsstr. 3, Sths., ✉ 6 bbox=[1124, 1171, 1422, 1203]
directory-entry: Fürow, Aug., Zahnkünstler, gr. Allee 10, ✉5 bbox=[1124, 357, 1399, 373]
directory-entry: — W., Schneider, beimStrohhause 45, Hths. bbox=[490, 1423, 767, 1439]
directory-entry: — Carl, Zig.-Arbtr., Schultzweg 12, ✉ 1 bbox=[173, 1319, 422, 1335]
directory-entry: — Otto, Arbtr., Hammerlandstrasse 104, ✉ 27 bbox=[807, 1423, 1098, 1439]
directory-entry: Fünfhausen, Joh., Steuerm., Semperstr. 14 bbox=[807, 1452, 1078, 1468]
directory-entry: — Joh., Postsekretär a. D., Collaustr. 22 bbox=[807, 1674, 1058, 1690]
directory-entry: — C., Schiffer, Susannenstr. 12, Hths. bbox=[1124, 875, 1363, 891]
directory-entry: Führenberg, Rob., Nährmittelversand, Vereinsstr. 87, ✉ 6 bbox=[807, 268, 1052, 299]
directory-entry: — Frau Helmine, BCto: Deutsche B. Fil. Hbg. unt. U. F. A. Fürst Wwe., Fruchtallee 5, ✉ 19 bbox=[1124, 1230, 1417, 1261]
directory-entry: — Heinr., Kutscher, Jenischstr. 19, ✉15 bbox=[807, 328, 1055, 344]
column-1 bbox=[168, 196, 485, 1984]
directory-entry: ⊙ Charles Fuchs, IR, lithogr. Kunstanst., BCto: Vereinsb., Bst: Pf.61a, ☎ III, 930, gr. Reichenstr. 49/51, ✉ 8, Fabrik: ☎ III, 930, Holsteinischerkamp 7, Hths. ✉22, Inh: Rob. Müller, Wandsbek bbox=[173, 1378, 476, 1469]
directory-entry: — F., Arbtr., Billh. Röhrendamm 111d bbox=[173, 431, 412, 447]
page-footer bbox=[168, 1990, 1438, 2036]
directory-entry: — G., Hilfsmonteur, Lauenburgerstr. 3 bbox=[807, 1008, 1050, 1024]
directory-entry: — Rob., Schlossermstr., ☎ V, 8794, Vereinsstr. 93, Hths., Wohn: das. 93, ✉ 6 bbox=[490, 1201, 786, 1231]
directory-entry: Fürsorgestelle für Alkoholkranke, öffentliche, Ringstrasse 15, ✉ 36. Geöffn. Montags u. Donnerstags von 4–6 Uhr bbox=[1124, 461, 1414, 506]
